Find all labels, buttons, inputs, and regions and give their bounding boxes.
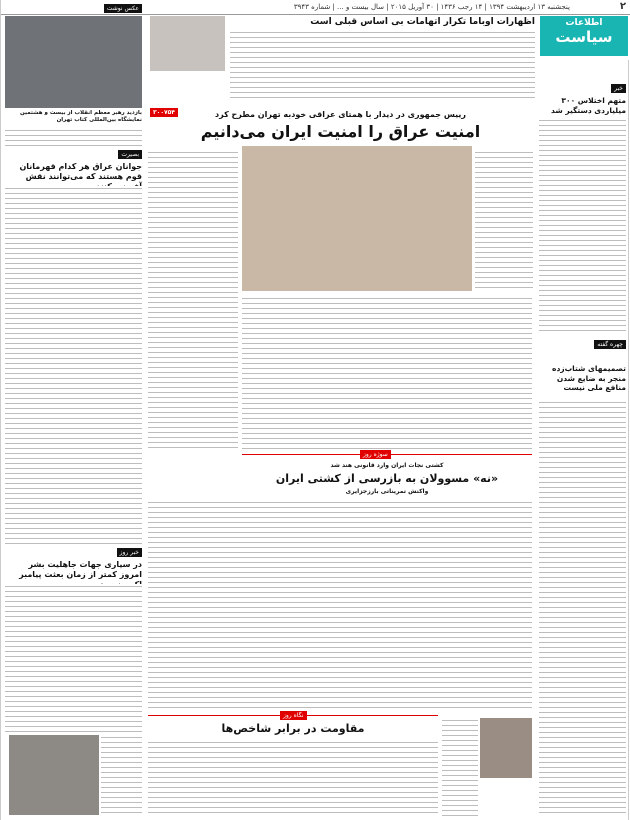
right-tag1: خبر (611, 84, 626, 93)
main-photo (242, 146, 472, 291)
right-tag2: چهره گفته (594, 340, 626, 349)
top-story-body (230, 30, 535, 100)
bottom-tag: نگاه روز (280, 711, 307, 720)
bottom-body (148, 740, 438, 816)
bottom-photo (480, 718, 532, 778)
right-headline1: متهم اختلاس ۳۰۰ میلیاردی دستگیر شد (551, 96, 626, 115)
story1-headline: جوانان عراق هر کدام قهرمانان قوم هستند که می‌توانند نقش (19, 162, 142, 181)
news-photo (5, 16, 142, 108)
photo-tag: عکس نوشت (104, 4, 142, 13)
portrait-photo (9, 735, 99, 815)
center-sub: واکنش تمریناتی بارزجزایری (345, 488, 429, 495)
bottom-headline: مقاومت در برابر شاخص‌ها (221, 722, 365, 735)
number-box: ۳۰۰۷۵۴ (150, 108, 178, 117)
story2-body (5, 584, 142, 734)
top-story-headline: اظهارات اوباما تکرار اتهامات بی اساس قبلی است (310, 17, 535, 27)
story2-tag: خبر روز (117, 548, 142, 557)
brand-name: اطلاعات (565, 18, 603, 28)
center-body (148, 500, 532, 710)
main-kicker: رییس جمهوری در دیدار با همتای عراقی خودبه تهران مطرح کرد (214, 110, 467, 119)
center-headline: «نه» مسوولان به بازرسی از کشتی ایران (275, 472, 499, 485)
brand-box (540, 16, 628, 56)
right-headline2: تصمیمهای شتاب‌زده منجر به ضایع شدن منافع ملی نیست (552, 364, 626, 392)
right-column (537, 60, 629, 820)
page-number: ۲ (619, 1, 626, 12)
section-title: سیاست (555, 28, 613, 46)
story1-body (5, 186, 142, 544)
center-tag: سوژه روز (360, 450, 391, 459)
main-headline: امنیت عراق را امنیت ایران می‌دانیم (200, 122, 481, 141)
dateline: پنجشنبه ۱۳ اردیبهشت ۱۳۹۴ | ۱۴ رجب ۱۴۳۶ | ۳۰ آوریل ۲۰۱۵ | سال بیست و ... | شماره ۳۹۴۳ (293, 3, 570, 11)
center-kicker: کشتی نجات ایران وارد قانونی هند شد (330, 462, 444, 469)
left-column (0, 0, 146, 820)
photo-caption: بازدید رهبر معظم انقلاب از بیست و هشتمین نمایشگاه بین‌المللی کتاب تهران (20, 110, 142, 123)
top-story-photo (150, 16, 225, 71)
story2-headline: در سیاری جهات جاهلیت بشر امروز کمتر از زمان بعثت پیامبر (19, 560, 142, 579)
story1-tag: بصیرت (118, 150, 142, 159)
